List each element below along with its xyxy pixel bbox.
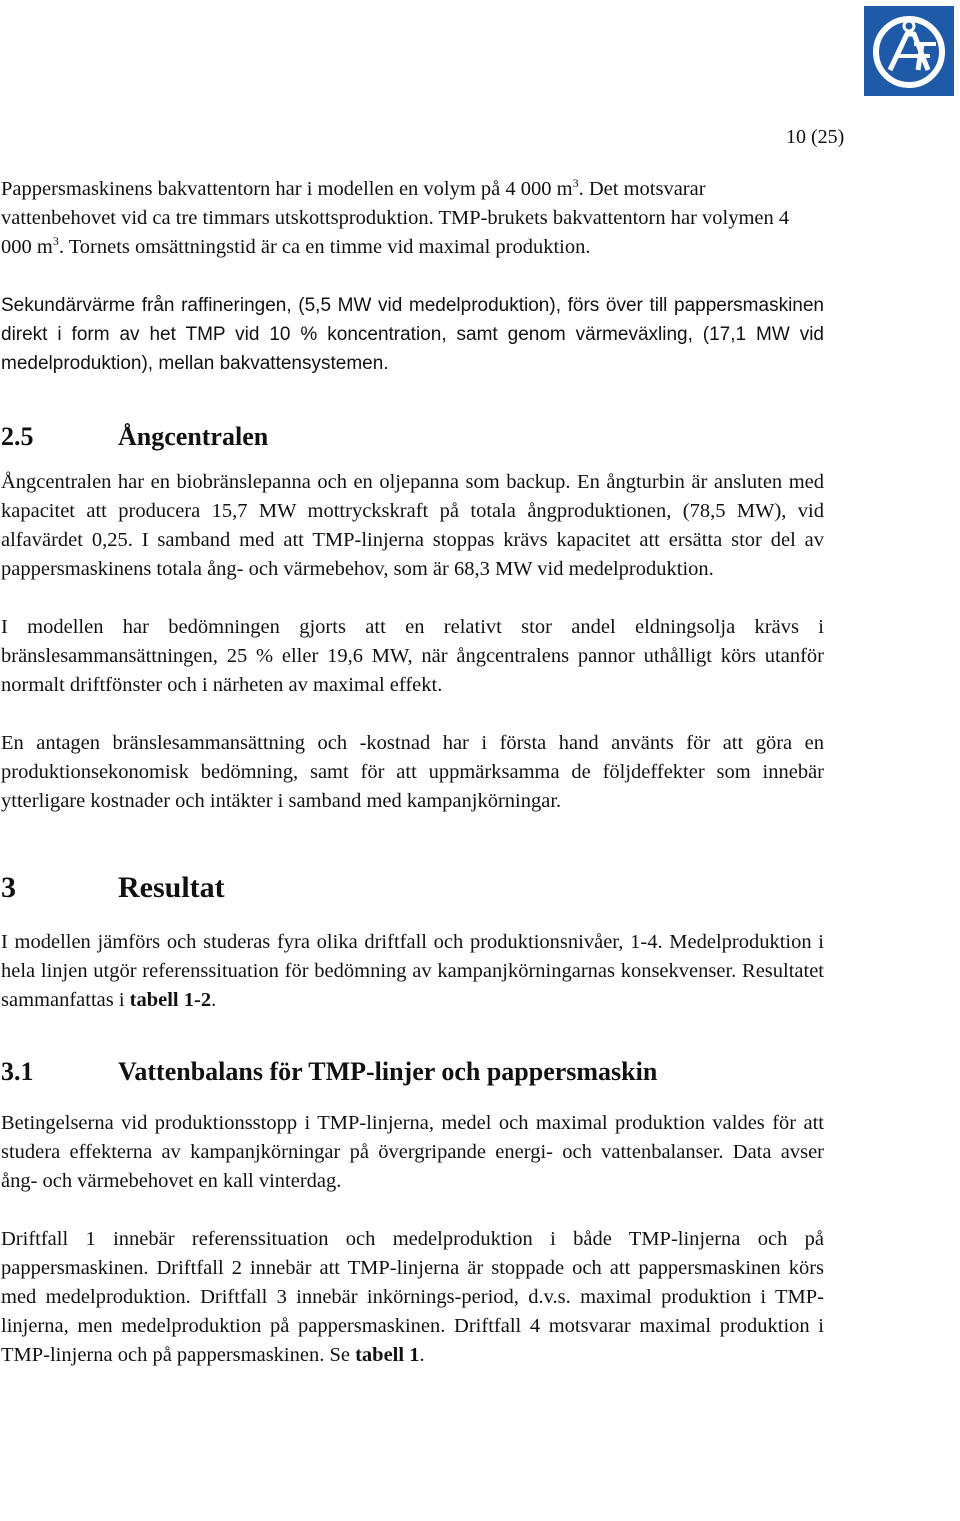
section-heading-3-1 <box>1 1055 824 1089</box>
section-title: Resultat <box>118 871 225 904</box>
table-reference: tabell 1-2 <box>129 989 212 1011</box>
document-body <box>1 175 824 1370</box>
paragraph-fuel-cost: En antagen bränslesammansättning och -kostnad har i första hand använts för att göra en produktionsekonomisk bedömning, samt för att uppmärksamma de följdeffekter som innebär ytterligare kostnader och intäkter i samband med kampanjkörningar. <box>1 732 824 812</box>
section-heading-2-5 <box>1 420 824 454</box>
section-number: 3.1 <box>1 1057 34 1086</box>
paragraph-backwater-towers: Pappersmaskinens bakvattentorn har i modellen en volym på 4 000 $m^3$. Det motsvarar vattenbehovet vid ca tre timmars utskottsproduktion. TMP-brukets bakvattentorn har volymen 4 000 $m^3$. Tornets omsättningstid är ca en timme vid maximal produktion. <box>1 176 790 258</box>
section-number: 2.5 <box>1 422 34 451</box>
paragraph-fuel-oil: I modellen har bedömningen gjorts att en relativt stor andel eldningsolja krävs i bränslesammansättningen, 25 % eller 19,6 MW, när ångcentralens pannor uthålligt körs utanför normalt driftfönster och i närheten av maximal effekt. <box>1 616 824 696</box>
section-title: Vattenbalans för TMP-linjer och pappersmaskin <box>118 1057 658 1086</box>
paragraph-conditions: Betingelserna vid produktionsstopp i TMP-linjerna, medel och maximal produktion valdes för att studera effekterna av kampanjkörningar på övergripande energi- och vattenbalanser. Data avser ång- och värmebehovet en kall vinterdag. <box>1 1112 824 1192</box>
section-number: 3 <box>1 871 16 904</box>
table-reference: tabell 1 <box>355 1344 420 1366</box>
paragraph-steam-plant: Ångcentralen har en biobränslepanna och en oljepanna som backup. En ångturbin är ansluten med kapacitet att producera 15,7 MW mottryckskraft på totala ångproduktionen, (78,5 MW), vid alfavärdet 0,25. I samband med att TMP-linjerna stoppas krävs kapacitet att ersätta stor del av pappersmaskinens totala ång- och värmebehov, som är 68,3 MW vid medelproduktion. <box>1 471 824 580</box>
company-logo-icon <box>864 6 954 96</box>
page-number: 10 (25) <box>786 126 845 148</box>
paragraph-results-intro: I modellen jämförs och studeras fyra olika driftfall och produktionsnivåer, 1-4. Medelproduktion i hela linjen utgör referenssituation för bedömning av kampanjkörningarnas konsekvenser. Resultatet sammanfattas i tabell 1-2. <box>1 931 824 1011</box>
section-heading-3 <box>1 868 824 908</box>
section-title: Ångcentralen <box>118 422 269 451</box>
paragraph-operating-cases: Driftfall 1 innebär referenssituation och medelproduktion i både TMP-linjerna och på pappersmaskinen. Driftfall 2 innebär att TMP-linjerna är stoppade och att pappersmaskinen körs med medelproduktion. Driftfall 3 innebär inkörnings-period, d.v.s. maximal produktion i TMP-linjerna, men medelproduktion på pappersmaskinen. Driftfall 4 motsvarar maximal produktion i TMP-linjerna och på pappersmaskinen. Se tabell 1. <box>1 1228 824 1366</box>
paragraph-secondary-heat: Sekundärvärme från raffineringen, (5,5 MW vid medelproduktion), förs över till pappersmaskinen direkt i form av het TMP vid 10 % koncentration, samt genom värmeväxling, (17,1 MW vid medelproduktion), mellan bakvattensystemen. <box>1 295 824 374</box>
